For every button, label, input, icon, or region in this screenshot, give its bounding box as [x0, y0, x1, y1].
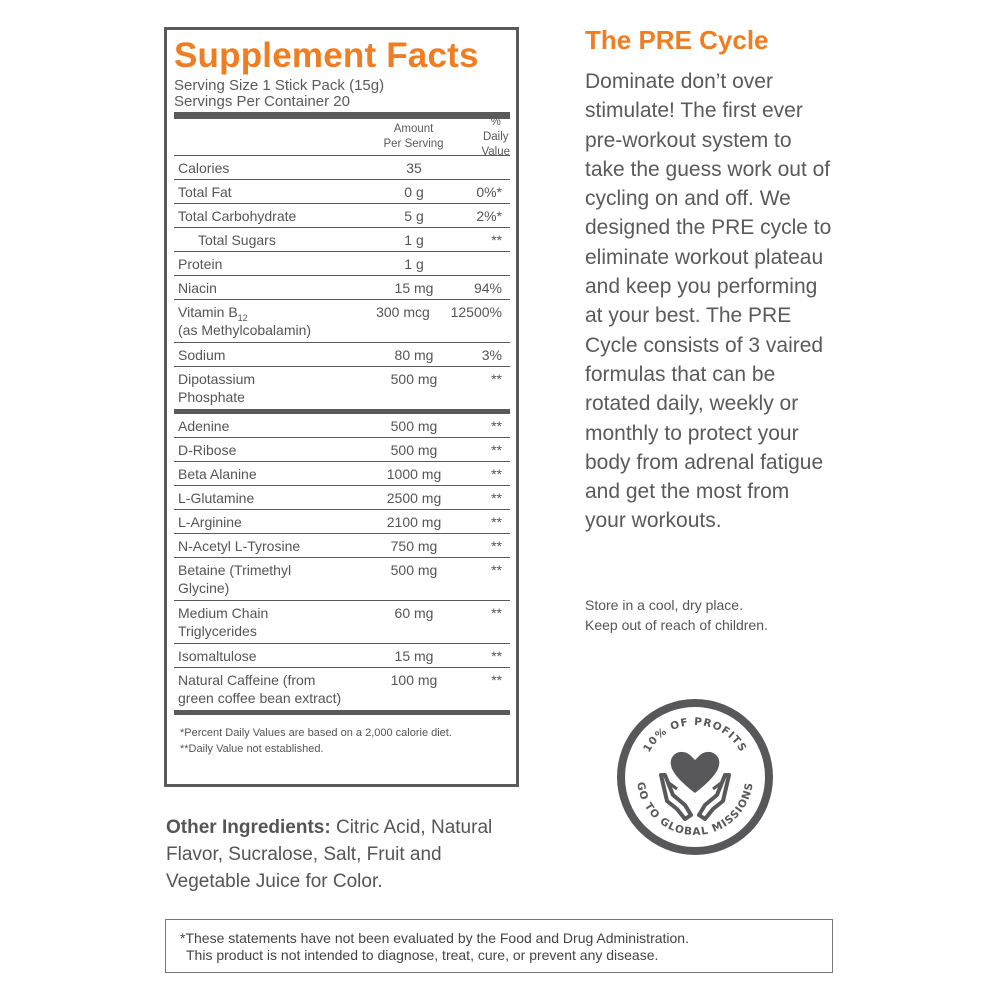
- row-name: Vitamin B: [178, 304, 238, 320]
- row-amount: 80 mg: [394, 347, 434, 363]
- table-row: [174, 533, 510, 557]
- col-dv-line1: % Daily: [482, 115, 509, 143]
- row-name: Protein: [178, 256, 223, 272]
- nutrient-rows: [174, 155, 510, 409]
- row-name-line2: (as Methylcobalamin): [178, 322, 312, 338]
- row-daily-value: **: [491, 442, 502, 458]
- row-name: Natural Caffeine (from: [178, 672, 316, 688]
- other-ingredients: [166, 814, 526, 895]
- row-daily-value: **: [491, 232, 502, 248]
- row-daily-value: [464, 255, 510, 273]
- row-daily-value: **: [491, 514, 502, 530]
- serving-size: Serving Size 1 Stick Pack (15g): [174, 77, 385, 94]
- row-daily-value: 0%*: [476, 184, 502, 200]
- storage-line1: Store in a cool, dry place.: [585, 597, 743, 613]
- badge-bottom-text: GO TO GLOBAL MISSIONS: [634, 781, 756, 839]
- row-amount: 1000 mg: [386, 466, 442, 482]
- heart-hands-icon: [661, 752, 729, 819]
- row-daily-value: **: [491, 371, 502, 387]
- table-row: [174, 366, 510, 409]
- table-row: [174, 414, 510, 437]
- row-amount: 15 mg: [394, 648, 434, 664]
- row-amount: 15 mg: [394, 280, 434, 296]
- row-name: L-Glutamine: [178, 490, 255, 506]
- row-daily-value: 3%: [481, 347, 502, 363]
- row-amount: 60 mg: [394, 605, 434, 621]
- storage-instructions: [585, 595, 845, 635]
- disclaimer-line2: This product is not intended to diagnose, treat, cure, or prevent any disease.: [186, 947, 659, 963]
- footnote-not-established: **Daily Value not established.: [180, 743, 324, 755]
- row-amount: 500 mg: [390, 562, 438, 578]
- facts-title: Supplement Facts: [174, 36, 479, 75]
- row-amount: 2500 mg: [386, 490, 442, 506]
- row-amount: 35: [406, 160, 422, 176]
- fda-disclaimer: [165, 919, 833, 973]
- col-amount: [364, 122, 464, 152]
- row-amount: 1 g: [404, 232, 424, 248]
- row-daily-value: **: [491, 418, 502, 434]
- disclaimer-line1: *These statements have not been evaluated by the Food and Drug Administration.: [180, 930, 689, 946]
- row-daily-value: **: [491, 648, 502, 664]
- other-ingredients-text: Citric Acid, Natural Flavor, Sucralose, Salt, Fruit and Vegetable Juice for Color.: [166, 817, 493, 892]
- row-name: Beta Alanine: [178, 466, 257, 482]
- row-amount: 500 mg: [390, 418, 438, 434]
- svg-text:10% OF PROFITS: [641, 716, 749, 755]
- row-daily-value: **: [491, 490, 502, 506]
- table-row: [174, 299, 510, 342]
- row-name-line2: Glycine): [178, 580, 230, 596]
- row-name-subscript: 12: [237, 312, 248, 323]
- row-name: Adenine: [178, 418, 230, 434]
- storage-line2: Keep out of reach of children.: [585, 617, 768, 633]
- row-name: L-Arginine: [178, 514, 242, 530]
- divider-thick: [174, 112, 510, 119]
- row-amount: 300 mcg: [376, 304, 430, 320]
- table-row: [174, 557, 510, 600]
- column-headers: [174, 115, 510, 158]
- row-amount: 750 mg: [390, 538, 438, 554]
- row-daily-value: 2%*: [476, 208, 502, 224]
- ingredient-rows: [174, 414, 510, 710]
- servings-per-container: Servings Per Container 20: [174, 93, 350, 110]
- row-daily-value: **: [491, 605, 502, 621]
- row-daily-value: **: [491, 538, 502, 554]
- table-row: [174, 342, 510, 366]
- row-daily-value: [464, 159, 510, 177]
- row-amount: 500 mg: [390, 371, 438, 387]
- table-row: [174, 667, 510, 710]
- row-amount: 500 mg: [390, 442, 438, 458]
- row-name: Betaine (Trimethyl: [178, 562, 292, 578]
- row-name: N-Acetyl L-Tyrosine: [178, 538, 301, 554]
- col-dv-line2: Value: [481, 145, 510, 158]
- col-amount-line1: Amount: [393, 123, 434, 135]
- row-name: Isomaltulose: [178, 648, 257, 664]
- other-ingredients-label: Other Ingredients:: [166, 817, 331, 838]
- row-daily-value: 94%: [473, 280, 502, 296]
- row-name: Dipotassium: [178, 371, 256, 387]
- row-daily-value: **: [491, 562, 502, 578]
- table-row: [174, 600, 510, 643]
- pre-cycle-title: The PRE Cycle: [585, 25, 769, 55]
- row-daily-value: 12500%: [450, 304, 502, 320]
- row-name: Total Carbohydrate: [178, 208, 297, 224]
- row-name: D-Ribose: [178, 442, 237, 458]
- row-amount: 1 g: [404, 256, 424, 272]
- footnote-dv: *Percent Daily Values are based on a 2,000 calorie diet.: [180, 727, 452, 739]
- table-row: [174, 251, 510, 275]
- table-row: [174, 461, 510, 485]
- row-amount: 5 g: [404, 208, 424, 224]
- row-amount: 2100 mg: [386, 514, 442, 530]
- table-row: [174, 643, 510, 667]
- row-name: Total Sugars: [198, 232, 276, 248]
- table-row: [174, 437, 510, 461]
- pre-cycle-body: Dominate don’t over stimulate! The first ever pre-workout system to take the guess work out of cycling on and off. We designed the PRE cycle to eliminate workout plateau and keep you performing at your best. The PRE Cycle consists of 3 vaired formulas that can be rotated daily, weekly or monthly to protect your body from adrenal fatigue and get the most from your workouts.: [585, 70, 832, 533]
- table-row: [174, 485, 510, 509]
- row-name-line2: Phosphate: [178, 389, 245, 405]
- row-daily-value: **: [491, 672, 502, 688]
- table-row: [174, 203, 510, 227]
- table-row: [174, 227, 510, 251]
- row-name: Niacin: [178, 280, 217, 296]
- supplement-facts-panel: [164, 27, 519, 787]
- row-name: Total Fat: [178, 184, 232, 200]
- row-name: Sodium: [178, 347, 226, 363]
- row-amount: 0 g: [404, 184, 424, 200]
- table-row: [174, 275, 510, 299]
- row-name-line2: Triglycerides: [178, 623, 257, 639]
- table-row: [174, 155, 510, 179]
- row-daily-value: **: [491, 466, 502, 482]
- row-name: Calories: [178, 160, 230, 176]
- row-name-line2: green coffee bean extract): [178, 690, 342, 706]
- row-name: Medium Chain: [178, 605, 269, 621]
- row-amount: 100 mg: [390, 672, 438, 688]
- badge-top-text: 10% OF PROFITS: [641, 715, 749, 755]
- table-row: [174, 509, 510, 533]
- table-row: [174, 179, 510, 203]
- col-amount-line2: Per Serving: [383, 138, 444, 150]
- col-daily-value: [463, 115, 510, 160]
- global-missions-badge: [615, 697, 775, 857]
